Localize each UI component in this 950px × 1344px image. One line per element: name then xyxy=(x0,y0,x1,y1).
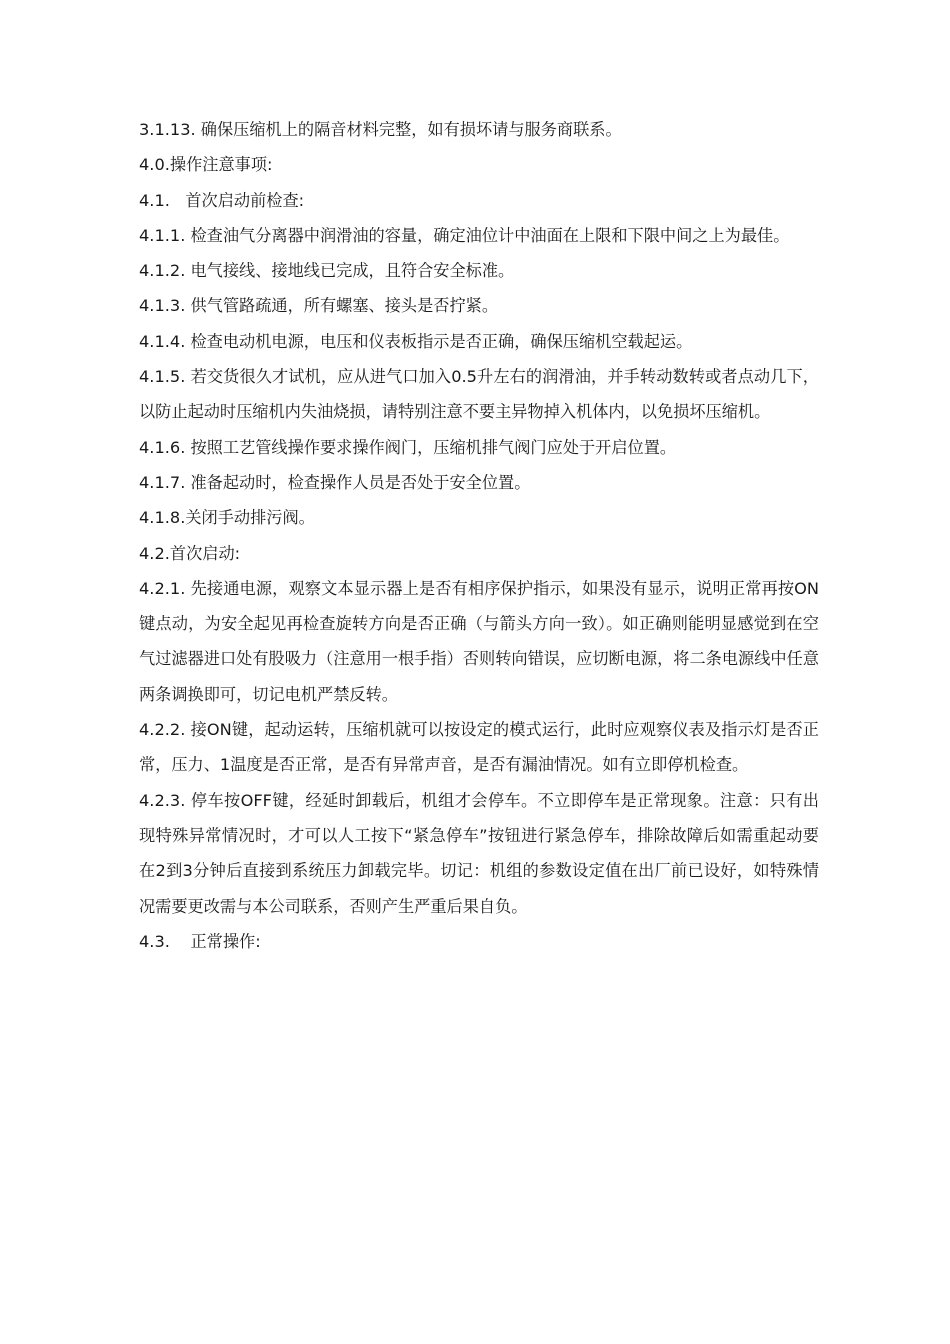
paragraph-4-1-1: 4.1.1. 检查油气分离器中润滑油的容量，确定油位计中油面在上限和下限中间之上为最佳。 xyxy=(139,225,790,245)
section-heading-4-3: 4.3. 正常操作: xyxy=(139,931,261,951)
paragraph-4-1-5: 4.1.5. 若交货很久才试机，应从进气口加入0.5升左右的润滑油，并手转动数转或者点动几下，以防止起动时压缩机内失油烧损，请特别注意不要主异物掉入机体内，以免损坏压缩机。 xyxy=(139,367,819,422)
paragraph-4-2-3: 4.2.3. 停车按OFF键，经延时卸载后，机组才会停车。不立即停车是正常现象。注意：只有出现特殊异常情况时，才可以人工按下“紧急停车”按钮进行紧急停车，排除故障后如需重起动要在2到3分钟后直接到系统压力卸载完毕。切记：机组的参数设定值在出厂前已设好，如特殊情况需要更改需与本公司联系，否则产生严重后果自负。 xyxy=(139,790,819,916)
paragraph-4-1-6: 4.1.6. 按照工艺管线操作要求操作阀门，压缩机排气阀门应处于开启位置。 xyxy=(139,437,677,457)
paragraph-4-1-2: 4.1.2. 电气接线、接地线已完成，且符合安全标准。 xyxy=(139,261,515,281)
section-heading-4-0: 4.0.操作注意事项: xyxy=(139,155,273,175)
paragraph-3-1-13: 3.1.13. 确保压缩机上的隔音材料完整，如有损坏请与服务商联系。 xyxy=(139,120,622,139)
paragraph-4-1-8: 4.1.8.关闭手动排污阀。 xyxy=(139,508,315,528)
paragraph-4-1-3: 4.1.3. 供气管路疏通，所有螺塞、接头是否拧紧。 xyxy=(139,296,499,316)
paragraph-4-2-2: 4.2.2. 接ON键，起动运转，压缩机就可以按设定的模式运行，此时应观察仪表及指示灯是否正常，压力、1温度是否正常，是否有异常声音，是否有漏油情况。如有立即停机检查。 xyxy=(139,720,819,775)
paragraph-4-2-1: 4.2.1. 先接通电源，观察文本显示器上是否有相序保护指示，如果没有显示，说明正常再按ON键点动，为安全起见再检查旋转方向是否正确（与箭头方向一致）。如正确则能明显感觉到在空气过滤器进口处有股吸力（注意用一根手指）否则转向错误，应切断电源，将二条电源线中任意两条调换即可，切记电机严禁反转。 xyxy=(139,578,819,704)
paragraph-4-1-7: 4.1.7. 准备起动时，检查操作人员是否处于安全位置。 xyxy=(139,472,531,492)
paragraph-4-1-4: 4.1.4. 检查电动机电源，电压和仪表板指示是否正确，确保压缩机空载起运。 xyxy=(139,331,693,351)
section-heading-4-1: 4.1. 首次启动前检查: xyxy=(139,190,305,210)
section-heading-4-2: 4.2.首次启动: xyxy=(139,543,241,563)
document-body xyxy=(139,112,819,959)
